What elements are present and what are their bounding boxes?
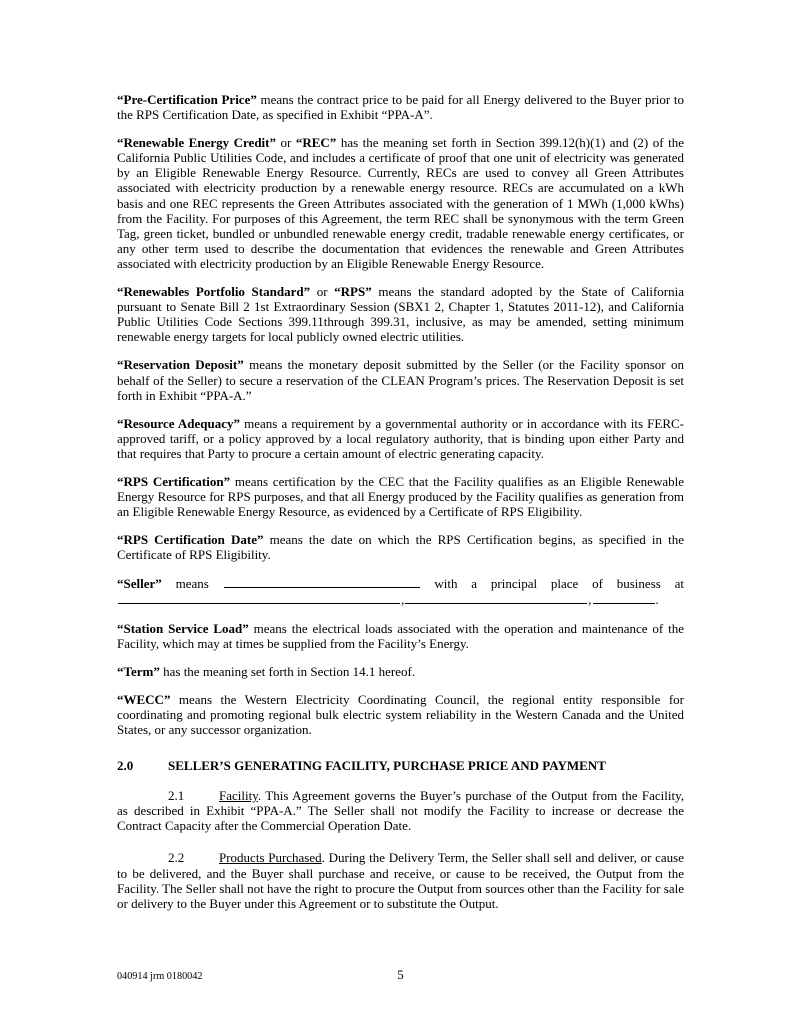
page-content [117,92,684,924]
definition-term: “Seller” [117,576,162,592]
seller-address-comma-2: , [588,592,592,608]
definition-rps-certification [117,474,684,519]
definition-seller [117,575,684,607]
seller-address-comma-1: , [401,592,405,608]
seller-word-business: business [616,576,661,592]
definition-body: means certification by the CEC that the Facility qualifies as an Eligible Renewable Energy Resource for RPS purposes, and that all Energy produced by the Facility qualifies as generation from an Eligible Renewable Energy Resource, as evidenced by a Certificate of RPS Eligibility. [117,473,684,520]
seller-line-one [117,575,684,591]
definition-term: “WECC” [117,691,171,707]
seller-line-two [117,591,684,607]
seller-word-at: at [674,576,684,592]
seller-name-blank-field[interactable] [224,575,420,588]
section-number: 2.0 [117,758,134,774]
seller-address-blank-field[interactable] [118,591,400,604]
seller-word-of: of [592,576,603,592]
definition-body: means a requirement by a governmental authority or in accordance with its FERC-approved tariff, or a policy approved by a local regulatory authority, that is binding upon either Party and that requires that Party to procure a certain amount of electric generating capacity. [117,415,684,461]
definition-term: “Term” [117,663,160,679]
definition-reservation-deposit [117,357,684,402]
subsection-2-1-facility [117,788,684,833]
seller-address-period: . [655,592,659,608]
definition-term-alt: “REC” [295,135,337,151]
definition-resource-adequacy [117,416,684,461]
definition-term: “RPS Certification” [117,473,231,489]
definition-renewable-energy-credit [117,135,684,271]
definition-term: “Renewable Energy Credit” [117,135,276,151]
seller-city-blank-field[interactable] [405,591,587,604]
seller-word-place: place [550,576,579,592]
definition-station-service-load [117,621,684,651]
seller-word-principal: principal [490,576,538,592]
definition-conjunction: or [276,135,296,151]
definition-rps-certification-date [117,532,684,562]
definition-renewables-portfolio-standard [117,284,684,344]
definition-term-entry [117,664,684,679]
definition-body: means the electrical loads associated with the operation and maintenance of the Facility, which may at times be supplied from the Facility’s Energy. [117,620,684,651]
subsection-heading: Products Purchased [219,850,322,866]
definition-wecc [117,692,684,737]
definition-term: “Station Service Load” [117,620,249,636]
definition-body: has the meaning set forth in Section 399.12(h)(1) and (2) of the California Public Utilities Code, and includes a certificate of proof that one unit of electricity was generated by an Eligible Renewable Energy Resource. Currently, RECs are used to convey all Green Attributes associated with electricity production by a renewable energy resource. RECs are accumulated on a kWh basis and one REC represents the Green Attributes associated with the generation of 1 MWh (1,000 kWhs) from the Facility. For purposes of this Agreement, the term REC shall be synonymous with the term Green Tag, green ticket, bundled or unbundled renewable energy credit, tradable renewable energy certificates, or any other term used to describe the documentation that evidences the renewable and Green Attributes associated with electricity production by an Eligible Renewable Energy Resource. [117,135,684,271]
definition-term: “Reservation Deposit” [117,357,244,373]
definition-body: means the contract price to be paid for all Energy delivered to the Buyer prior to the RPS Certification Date, as specified in Exhibit “PPA-A”. [117,92,684,123]
definition-pre-certification-price [117,92,684,122]
definition-body: has the meaning set forth in Section 14.1 hereof. [159,663,416,679]
definition-term: “Resource Adequacy” [117,415,241,431]
seller-word-a: a [471,576,478,592]
subsection-body: . During the Delivery Term, the Seller shall sell and deliver, or cause to be delivered, and the Buyer shall purchase and receive, or cause to be received, the Output from the Facility. The Seller shall not have the right to procure the Output from sources other than the Facility for sale or delivery to the Buyer under this Agreement or to substitute the Output. [117,850,684,911]
subsection-2-2-products-purchased [117,850,684,910]
subsection-number: 2.1 [168,788,185,804]
definition-body: means the standard adopted by the State of California pursuant to Senate Bill 2 1st Extraordinary Session (SBX1 2, Chapter 1, Statutes 2011-12), and California Public Utilities Code Sections 399.11through 399.31, inclusive, as may be amended, setting minimum renewable energy targets for local publicly owned electric utilities. [117,284,684,345]
definition-term-alt: “RPS” [334,284,372,300]
definition-body: means the monetary deposit submitted by the Seller (or the Facility sponsor on behalf of the Seller) to secure a reservation of the CLEAN Program’s prices. The Reservation Deposit is set forth in Exhibit “PPA-A.” [117,357,684,403]
seller-state-blank-field[interactable] [593,591,655,604]
footer-document-code: 040914 jrm 0180042 [117,971,203,982]
section-heading-2-0 [117,758,684,773]
footer-page-number: 5 [397,967,404,982]
definition-term: “RPS Certification Date” [117,532,264,548]
definition-term: “Pre-Certification Price” [117,92,257,107]
definition-term: “Renewables Portfolio Standard” [117,284,311,300]
seller-means-word: means [175,576,209,592]
definition-body: means the date on which the RPS Certification begins, as specified in the Certificate of RPS Eligibility. [117,532,684,563]
definition-conjunction: or [310,284,335,300]
definition-body: means the Western Electricity Coordinating Council, the regional entity responsible for coordinating and promoting regional bulk electric system reliability in the Western Canada and the United States, or any successor organization. [117,691,684,737]
subsection-body: . This Agreement governs the Buyer’s purchase of the Output from the Facility, as described in Exhibit “PPA-A.” The Seller shall not modify the Facility to increase or decrease the Contract Capacity after the Commercial Operation Date. [117,788,684,834]
subsection-heading: Facility [219,788,258,804]
subsection-number: 2.2 [168,850,185,866]
section-title: SELLER’S GENERATING FACILITY, PURCHASE PRICE AND PAYMENT [168,758,606,774]
seller-word-with: with [434,576,458,592]
